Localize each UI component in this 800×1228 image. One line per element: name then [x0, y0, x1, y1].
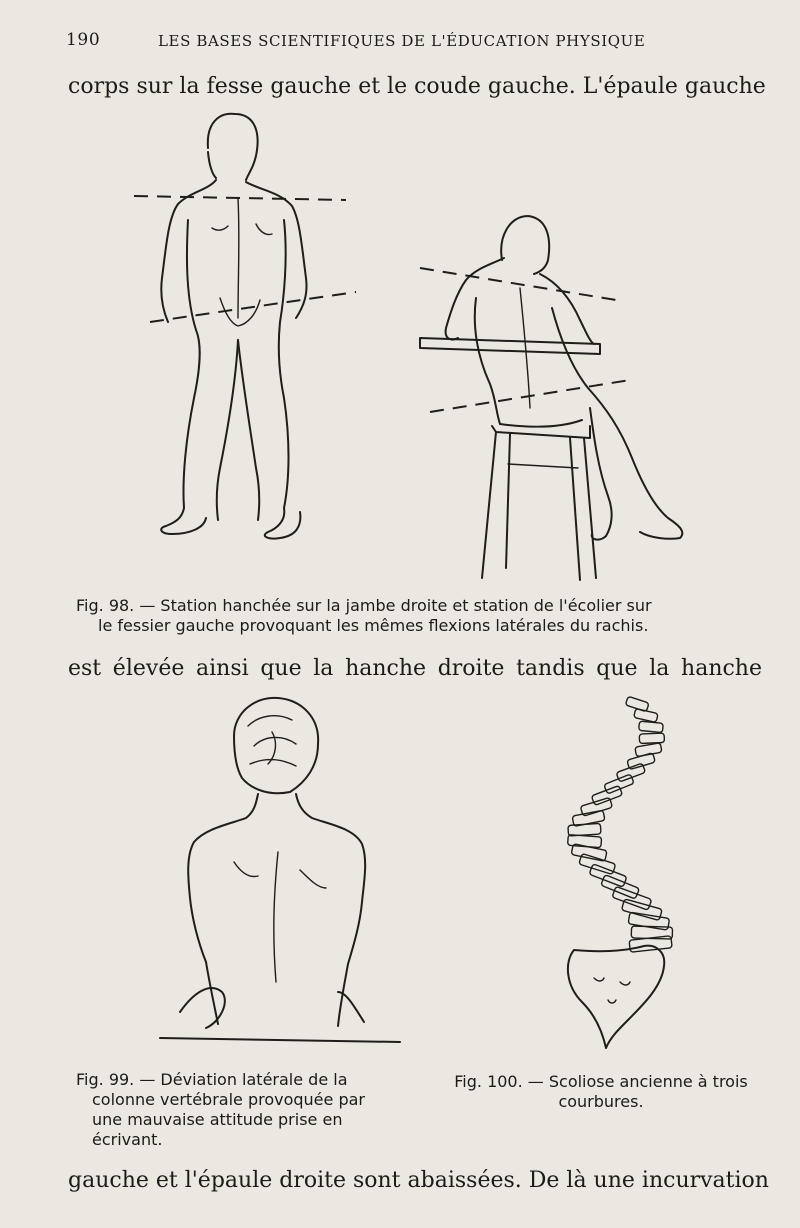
shoulder-line-seated [420, 268, 616, 300]
vertebra [591, 786, 622, 806]
caption-line: Fig. 100. — Scoliose ancienne à trois [454, 1072, 748, 1091]
figure-100-illustration [548, 690, 688, 1060]
caption-line: une mauvaise attitude prise en [92, 1110, 343, 1129]
figure-98-caption [76, 596, 766, 636]
caption-line: le fessier gauche provoquant les mêmes flexions latérales du rachis. [98, 616, 649, 635]
running-title: LES BASES SCIENTIFIQUES DE L'ÉDUCATION PHYSIQUE [158, 32, 646, 50]
vertebra [634, 709, 658, 723]
caption-line: courbures. [558, 1092, 644, 1111]
vertebra [639, 721, 664, 733]
figure-98-illustration [120, 108, 720, 586]
vertebra [604, 774, 634, 794]
figure-100-caption [436, 1072, 766, 1112]
figure-99-caption [76, 1070, 416, 1150]
seated-woman-drawing [160, 698, 400, 1042]
body-text-line: est élevée ainsi que la hanche droite tandis que la hanche [68, 656, 762, 681]
vertebra [639, 733, 664, 743]
vertebra [601, 875, 640, 899]
caption-line: écrivant. [92, 1130, 163, 1149]
vertebra [568, 823, 601, 836]
body-text-line: gauche et l'épaule droite sont abaissées. De là une incurvation [68, 1168, 769, 1193]
sacrum-drawing [568, 946, 664, 1048]
caption-line: colonne vertébrale provoquée par [92, 1090, 365, 1109]
standing-figure-drawing [161, 114, 306, 539]
caption-line: Fig. 98. — Station hanchée sur la jambe droite et station de l'écolier sur [76, 596, 652, 615]
shoulder-line-standing [134, 196, 346, 200]
caption-line: Fig. 99. — Déviation latérale de la [76, 1070, 348, 1089]
page-number: 190 [66, 30, 101, 50]
figure-99-illustration [150, 692, 410, 1050]
running-header [66, 30, 756, 56]
hip-line-standing [150, 292, 356, 322]
body-text-line: corps sur la fesse gauche et le coude gauche. L'épaule gauche [68, 74, 766, 99]
scoliotic-spine-drawing [568, 696, 673, 952]
seated-schoolboy-drawing [420, 216, 682, 580]
